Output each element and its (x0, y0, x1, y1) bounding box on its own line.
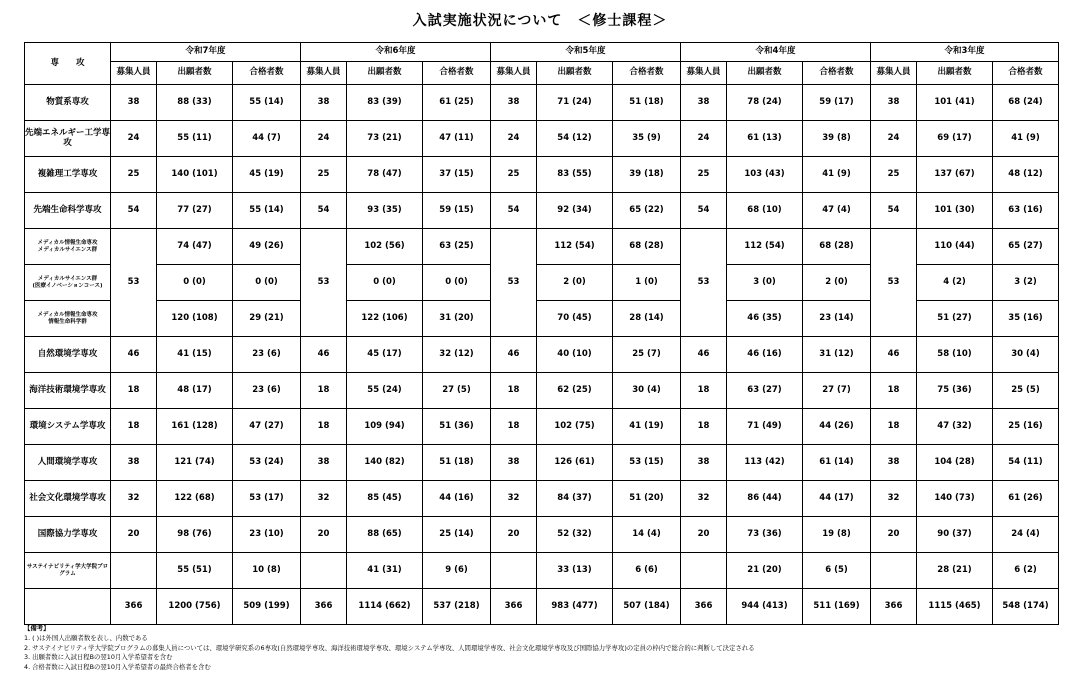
total-passed: 537 (218) (423, 589, 491, 625)
applicants-cell: 93 (35) (347, 193, 423, 229)
applicants-cell: 71 (24) (537, 85, 613, 121)
passed-cell: 23 (6) (233, 337, 301, 373)
sub-header: 募集人員 (111, 62, 157, 85)
total-applicants: 1115 (465) (917, 589, 993, 625)
capacity-cell: 54 (681, 193, 727, 229)
applicants-cell: 109 (94) (347, 409, 423, 445)
program-name: 先端生命科学専攻 (25, 193, 111, 229)
applicants-cell: 103 (43) (727, 157, 803, 193)
capacity-cell: 18 (301, 409, 347, 445)
applicants-cell: 122 (106) (347, 301, 423, 337)
applicants-cell: 140 (73) (917, 481, 993, 517)
capacity-cell (871, 553, 917, 589)
admissions-table (24, 42, 1059, 625)
capacity-cell: 18 (491, 373, 537, 409)
capacity-cell: 38 (681, 85, 727, 121)
year-header: 令和7年度 (111, 43, 301, 62)
capacity-cell: 38 (491, 85, 537, 121)
total-capacity: 366 (301, 589, 347, 625)
note-line-3: 3. 出願者数に入試日程Bの翌10月入学希望者を含む (24, 653, 173, 662)
total-capacity: 366 (491, 589, 537, 625)
passed-cell: 61 (25) (423, 85, 491, 121)
passed-cell: 0 (0) (233, 265, 301, 301)
applicants-cell: 52 (32) (537, 517, 613, 553)
capacity-cell: 53 (681, 229, 727, 337)
applicants-cell: 102 (56) (347, 229, 423, 265)
passed-cell: 47 (4) (803, 193, 871, 229)
applicants-cell: 51 (27) (917, 301, 993, 337)
capacity-cell: 20 (681, 517, 727, 553)
applicants-cell: 58 (10) (917, 337, 993, 373)
capacity-cell: 53 (871, 229, 917, 337)
passed-cell: 6 (6) (613, 553, 681, 589)
capacity-cell: 24 (301, 121, 347, 157)
capacity-cell: 25 (871, 157, 917, 193)
sub-header: 合格者数 (993, 62, 1059, 85)
sub-header: 出願者数 (157, 62, 233, 85)
applicants-cell: 55 (24) (347, 373, 423, 409)
capacity-cell: 32 (681, 481, 727, 517)
applicants-cell: 28 (21) (917, 553, 993, 589)
sub-header: 募集人員 (491, 62, 537, 85)
applicants-cell: 102 (75) (537, 409, 613, 445)
passed-cell: 59 (17) (803, 85, 871, 121)
applicants-cell: 126 (61) (537, 445, 613, 481)
notes-heading: 【備考】 (24, 624, 50, 632)
table-row (25, 157, 1059, 193)
applicants-cell: 68 (10) (727, 193, 803, 229)
passed-cell: 49 (26) (233, 229, 301, 265)
passed-cell: 68 (24) (993, 85, 1059, 121)
passed-cell: 51 (18) (613, 85, 681, 121)
program-name: 国際協力学専攻 (25, 517, 111, 553)
applicants-cell: 40 (10) (537, 337, 613, 373)
capacity-cell: 54 (491, 193, 537, 229)
passed-cell: 39 (18) (613, 157, 681, 193)
passed-cell: 19 (8) (803, 517, 871, 553)
passed-cell: 48 (12) (993, 157, 1059, 193)
passed-cell: 47 (27) (233, 409, 301, 445)
table-row (25, 481, 1059, 517)
applicants-cell: 137 (67) (917, 157, 993, 193)
capacity-cell: 24 (681, 121, 727, 157)
passed-cell: 0 (0) (423, 265, 491, 301)
table-row (25, 409, 1059, 445)
table-row (25, 373, 1059, 409)
passed-cell: 25 (14) (423, 517, 491, 553)
applicants-cell: 70 (45) (537, 301, 613, 337)
program-name: 環境システム学専攻 (25, 409, 111, 445)
passed-cell: 39 (8) (803, 121, 871, 157)
sub-header: 募集人員 (301, 62, 347, 85)
notes (24, 624, 1064, 673)
passed-cell: 30 (4) (993, 337, 1059, 373)
capacity-cell: 46 (111, 337, 157, 373)
applicants-cell: 83 (55) (537, 157, 613, 193)
passed-cell: 45 (19) (233, 157, 301, 193)
applicants-cell: 0 (0) (157, 265, 233, 301)
passed-cell: 23 (10) (233, 517, 301, 553)
capacity-cell: 38 (111, 85, 157, 121)
applicants-cell: 45 (17) (347, 337, 423, 373)
table-row (25, 553, 1059, 589)
applicants-cell: 55 (11) (157, 121, 233, 157)
capacity-cell: 18 (111, 373, 157, 409)
passed-cell: 24 (4) (993, 517, 1059, 553)
applicants-cell: 92 (34) (537, 193, 613, 229)
capacity-cell (111, 553, 157, 589)
total-applicants: 1200 (756) (157, 589, 233, 625)
passed-cell: 9 (6) (423, 553, 491, 589)
applicants-cell: 55 (51) (157, 553, 233, 589)
applicants-cell: 112 (54) (727, 229, 803, 265)
capacity-cell: 18 (301, 373, 347, 409)
applicants-cell: 78 (47) (347, 157, 423, 193)
capacity-cell: 25 (681, 157, 727, 193)
passed-cell: 3 (2) (993, 265, 1059, 301)
capacity-cell (301, 553, 347, 589)
capacity-cell (681, 553, 727, 589)
year-header: 令和4年度 (681, 43, 871, 62)
capacity-cell: 32 (301, 481, 347, 517)
sub-header: 合格者数 (613, 62, 681, 85)
total-capacity: 366 (871, 589, 917, 625)
passed-cell: 68 (28) (803, 229, 871, 265)
capacity-cell: 54 (301, 193, 347, 229)
applicants-cell: 121 (74) (157, 445, 233, 481)
passed-cell: 2 (0) (803, 265, 871, 301)
applicants-cell: 47 (32) (917, 409, 993, 445)
capacity-cell: 20 (301, 517, 347, 553)
applicants-cell: 98 (76) (157, 517, 233, 553)
total-passed: 511 (169) (803, 589, 871, 625)
passed-cell: 55 (14) (233, 193, 301, 229)
applicants-cell: 88 (65) (347, 517, 423, 553)
passed-cell: 23 (6) (233, 373, 301, 409)
passed-cell: 63 (25) (423, 229, 491, 265)
capacity-cell: 46 (681, 337, 727, 373)
capacity-cell: 38 (681, 445, 727, 481)
passed-cell: 14 (4) (613, 517, 681, 553)
total-row (25, 589, 1059, 625)
passed-cell: 23 (14) (803, 301, 871, 337)
table-row (25, 229, 1059, 265)
passed-cell: 68 (28) (613, 229, 681, 265)
program-name: 海洋技術環境学専攻 (25, 373, 111, 409)
passed-cell: 44 (17) (803, 481, 871, 517)
passed-cell: 1 (0) (613, 265, 681, 301)
passed-cell: 41 (9) (993, 121, 1059, 157)
total-passed: 507 (184) (613, 589, 681, 625)
program-name: 物質系専攻 (25, 85, 111, 121)
applicants-cell: 86 (44) (727, 481, 803, 517)
applicants-cell: 71 (49) (727, 409, 803, 445)
capacity-cell: 25 (301, 157, 347, 193)
passed-cell: 54 (11) (993, 445, 1059, 481)
passed-cell: 30 (4) (613, 373, 681, 409)
capacity-cell: 25 (111, 157, 157, 193)
passed-cell: 32 (12) (423, 337, 491, 373)
capacity-cell: 53 (491, 229, 537, 337)
capacity-cell: 20 (491, 517, 537, 553)
passed-cell: 35 (9) (613, 121, 681, 157)
applicants-cell: 104 (28) (917, 445, 993, 481)
capacity-cell: 38 (301, 445, 347, 481)
passed-cell: 44 (26) (803, 409, 871, 445)
sub-header: 出願者数 (727, 62, 803, 85)
applicants-cell: 54 (12) (537, 121, 613, 157)
passed-cell: 25 (16) (993, 409, 1059, 445)
applicants-cell: 41 (31) (347, 553, 423, 589)
passed-cell: 6 (2) (993, 553, 1059, 589)
note-line-1: 1. ( )は外国人出願者数を表し、内数である (24, 633, 148, 642)
program-name: サステイナビリティ学大学院プログラム (25, 553, 111, 589)
passed-cell: 65 (22) (613, 193, 681, 229)
passed-cell: 61 (26) (993, 481, 1059, 517)
total-applicants: 1114 (662) (347, 589, 423, 625)
applicants-cell: 90 (37) (917, 517, 993, 553)
table-row (25, 193, 1059, 229)
applicants-cell: 69 (17) (917, 121, 993, 157)
note-line-4: 4. 合格者数に入試日程Bの翌10月入学希望者の最終合格者を含む (24, 663, 211, 672)
sub-header: 出願者数 (347, 62, 423, 85)
passed-cell: 31 (12) (803, 337, 871, 373)
capacity-cell: 20 (111, 517, 157, 553)
capacity-cell: 53 (111, 229, 157, 337)
passed-cell: 10 (8) (233, 553, 301, 589)
applicants-cell: 62 (25) (537, 373, 613, 409)
program-name: メディカルサイエンス群 (医療イノベーションコース) (25, 265, 111, 301)
applicants-cell: 63 (27) (727, 373, 803, 409)
capacity-cell: 38 (871, 445, 917, 481)
year-header: 令和3年度 (871, 43, 1059, 62)
applicants-cell: 73 (21) (347, 121, 423, 157)
applicants-cell: 3 (0) (727, 265, 803, 301)
applicants-cell: 75 (36) (917, 373, 993, 409)
applicants-cell: 33 (13) (537, 553, 613, 589)
applicants-cell: 113 (42) (727, 445, 803, 481)
passed-cell: 51 (20) (613, 481, 681, 517)
applicants-cell: 83 (39) (347, 85, 423, 121)
capacity-cell: 32 (111, 481, 157, 517)
capacity-cell: 20 (871, 517, 917, 553)
program-name: メディカル情報生命専攻 メディカルサイエンス群 (25, 229, 111, 265)
total-passed: 509 (199) (233, 589, 301, 625)
capacity-cell: 38 (871, 85, 917, 121)
passed-cell: 6 (5) (803, 553, 871, 589)
capacity-cell: 24 (871, 121, 917, 157)
capacity-cell: 38 (111, 445, 157, 481)
applicants-cell: 61 (13) (727, 121, 803, 157)
capacity-cell: 24 (491, 121, 537, 157)
applicants-cell: 77 (27) (157, 193, 233, 229)
program-name: 複雑理工学専攻 (25, 157, 111, 193)
sub-header: 出願者数 (917, 62, 993, 85)
applicants-cell: 140 (101) (157, 157, 233, 193)
sub-header: 募集人員 (681, 62, 727, 85)
passed-cell: 55 (14) (233, 85, 301, 121)
passed-cell: 63 (16) (993, 193, 1059, 229)
total-capacity: 366 (111, 589, 157, 625)
sub-header: 募集人員 (871, 62, 917, 85)
table-row (25, 517, 1059, 553)
applicants-cell: 122 (68) (157, 481, 233, 517)
applicants-cell: 120 (108) (157, 301, 233, 337)
passed-cell: 37 (15) (423, 157, 491, 193)
passed-cell: 51 (18) (423, 445, 491, 481)
passed-cell: 53 (17) (233, 481, 301, 517)
applicants-cell: 4 (2) (917, 265, 993, 301)
capacity-cell: 38 (301, 85, 347, 121)
applicants-cell: 74 (47) (157, 229, 233, 265)
applicants-cell: 110 (44) (917, 229, 993, 265)
passed-cell: 53 (15) (613, 445, 681, 481)
table-row (25, 85, 1059, 121)
page-title: 入試実施状況について ＜修士課程＞ (412, 13, 668, 29)
table-row (25, 337, 1059, 373)
passed-cell: 27 (7) (803, 373, 871, 409)
table-row (25, 445, 1059, 481)
program-name: 人間環境学専攻 (25, 445, 111, 481)
applicants-cell: 101 (30) (917, 193, 993, 229)
passed-cell: 44 (16) (423, 481, 491, 517)
capacity-cell: 32 (491, 481, 537, 517)
capacity-cell: 46 (301, 337, 347, 373)
applicants-cell: 48 (17) (157, 373, 233, 409)
passed-cell: 41 (9) (803, 157, 871, 193)
program-name: メディカル情報生命専攻 情報生命科学群 (25, 301, 111, 337)
applicants-cell: 112 (54) (537, 229, 613, 265)
applicants-cell: 46 (35) (727, 301, 803, 337)
capacity-cell (491, 553, 537, 589)
passed-cell: 59 (15) (423, 193, 491, 229)
program-name: 先端エネルギー工学専攻 (25, 121, 111, 157)
applicants-cell: 2 (0) (537, 265, 613, 301)
applicants-cell: 84 (37) (537, 481, 613, 517)
year-header: 令和6年度 (301, 43, 491, 62)
note-line-2: 2. サステイナビリティ学大学院プログラムの募集人員については、環境学研究系の6専攻(自然環境学専攻、海洋技術環境学専攻、環境システム学専攻、人間環境学専攻、社会文化環境学専攻及び国際協力学専攻)の定員の枠内で総合的に判断して決定される (24, 643, 755, 652)
year-header: 令和5年度 (491, 43, 681, 62)
capacity-cell: 18 (681, 409, 727, 445)
total-applicants: 944 (413) (727, 589, 803, 625)
passed-cell: 35 (16) (993, 301, 1059, 337)
sub-header: 出願者数 (537, 62, 613, 85)
passed-cell: 61 (14) (803, 445, 871, 481)
applicants-cell: 0 (0) (347, 265, 423, 301)
capacity-cell: 18 (681, 373, 727, 409)
capacity-cell: 24 (111, 121, 157, 157)
sub-header: 合格者数 (423, 62, 491, 85)
passed-cell: 65 (27) (993, 229, 1059, 265)
capacity-cell: 25 (491, 157, 537, 193)
capacity-cell: 54 (871, 193, 917, 229)
passed-cell: 53 (24) (233, 445, 301, 481)
capacity-cell: 54 (111, 193, 157, 229)
capacity-cell: 32 (871, 481, 917, 517)
capacity-cell: 46 (491, 337, 537, 373)
passed-cell: 29 (21) (233, 301, 301, 337)
passed-cell: 25 (5) (993, 373, 1059, 409)
total-capacity: 366 (681, 589, 727, 625)
sub-header: 合格者数 (803, 62, 871, 85)
passed-cell: 47 (11) (423, 121, 491, 157)
passed-cell: 51 (36) (423, 409, 491, 445)
total-label (25, 589, 111, 625)
applicants-cell: 78 (24) (727, 85, 803, 121)
capacity-cell: 18 (111, 409, 157, 445)
sub-header: 合格者数 (233, 62, 301, 85)
applicants-cell: 101 (41) (917, 85, 993, 121)
passed-cell: 44 (7) (233, 121, 301, 157)
capacity-cell: 18 (871, 409, 917, 445)
passed-cell: 25 (7) (613, 337, 681, 373)
capacity-cell: 18 (491, 409, 537, 445)
corner-label: 専 攻 (25, 43, 111, 85)
total-passed: 548 (174) (993, 589, 1059, 625)
applicants-cell: 21 (20) (727, 553, 803, 589)
passed-cell: 27 (5) (423, 373, 491, 409)
capacity-cell: 18 (871, 373, 917, 409)
total-applicants: 983 (477) (537, 589, 613, 625)
passed-cell: 41 (19) (613, 409, 681, 445)
capacity-cell: 38 (491, 445, 537, 481)
program-name: 自然環境学専攻 (25, 337, 111, 373)
passed-cell: 28 (14) (613, 301, 681, 337)
table-row (25, 121, 1059, 157)
applicants-cell: 46 (16) (727, 337, 803, 373)
applicants-cell: 88 (33) (157, 85, 233, 121)
applicants-cell: 73 (36) (727, 517, 803, 553)
applicants-cell: 41 (15) (157, 337, 233, 373)
passed-cell: 31 (20) (423, 301, 491, 337)
program-name: 社会文化環境学専攻 (25, 481, 111, 517)
applicants-cell: 140 (82) (347, 445, 423, 481)
applicants-cell: 161 (128) (157, 409, 233, 445)
capacity-cell: 46 (871, 337, 917, 373)
applicants-cell: 85 (45) (347, 481, 423, 517)
capacity-cell: 53 (301, 229, 347, 337)
